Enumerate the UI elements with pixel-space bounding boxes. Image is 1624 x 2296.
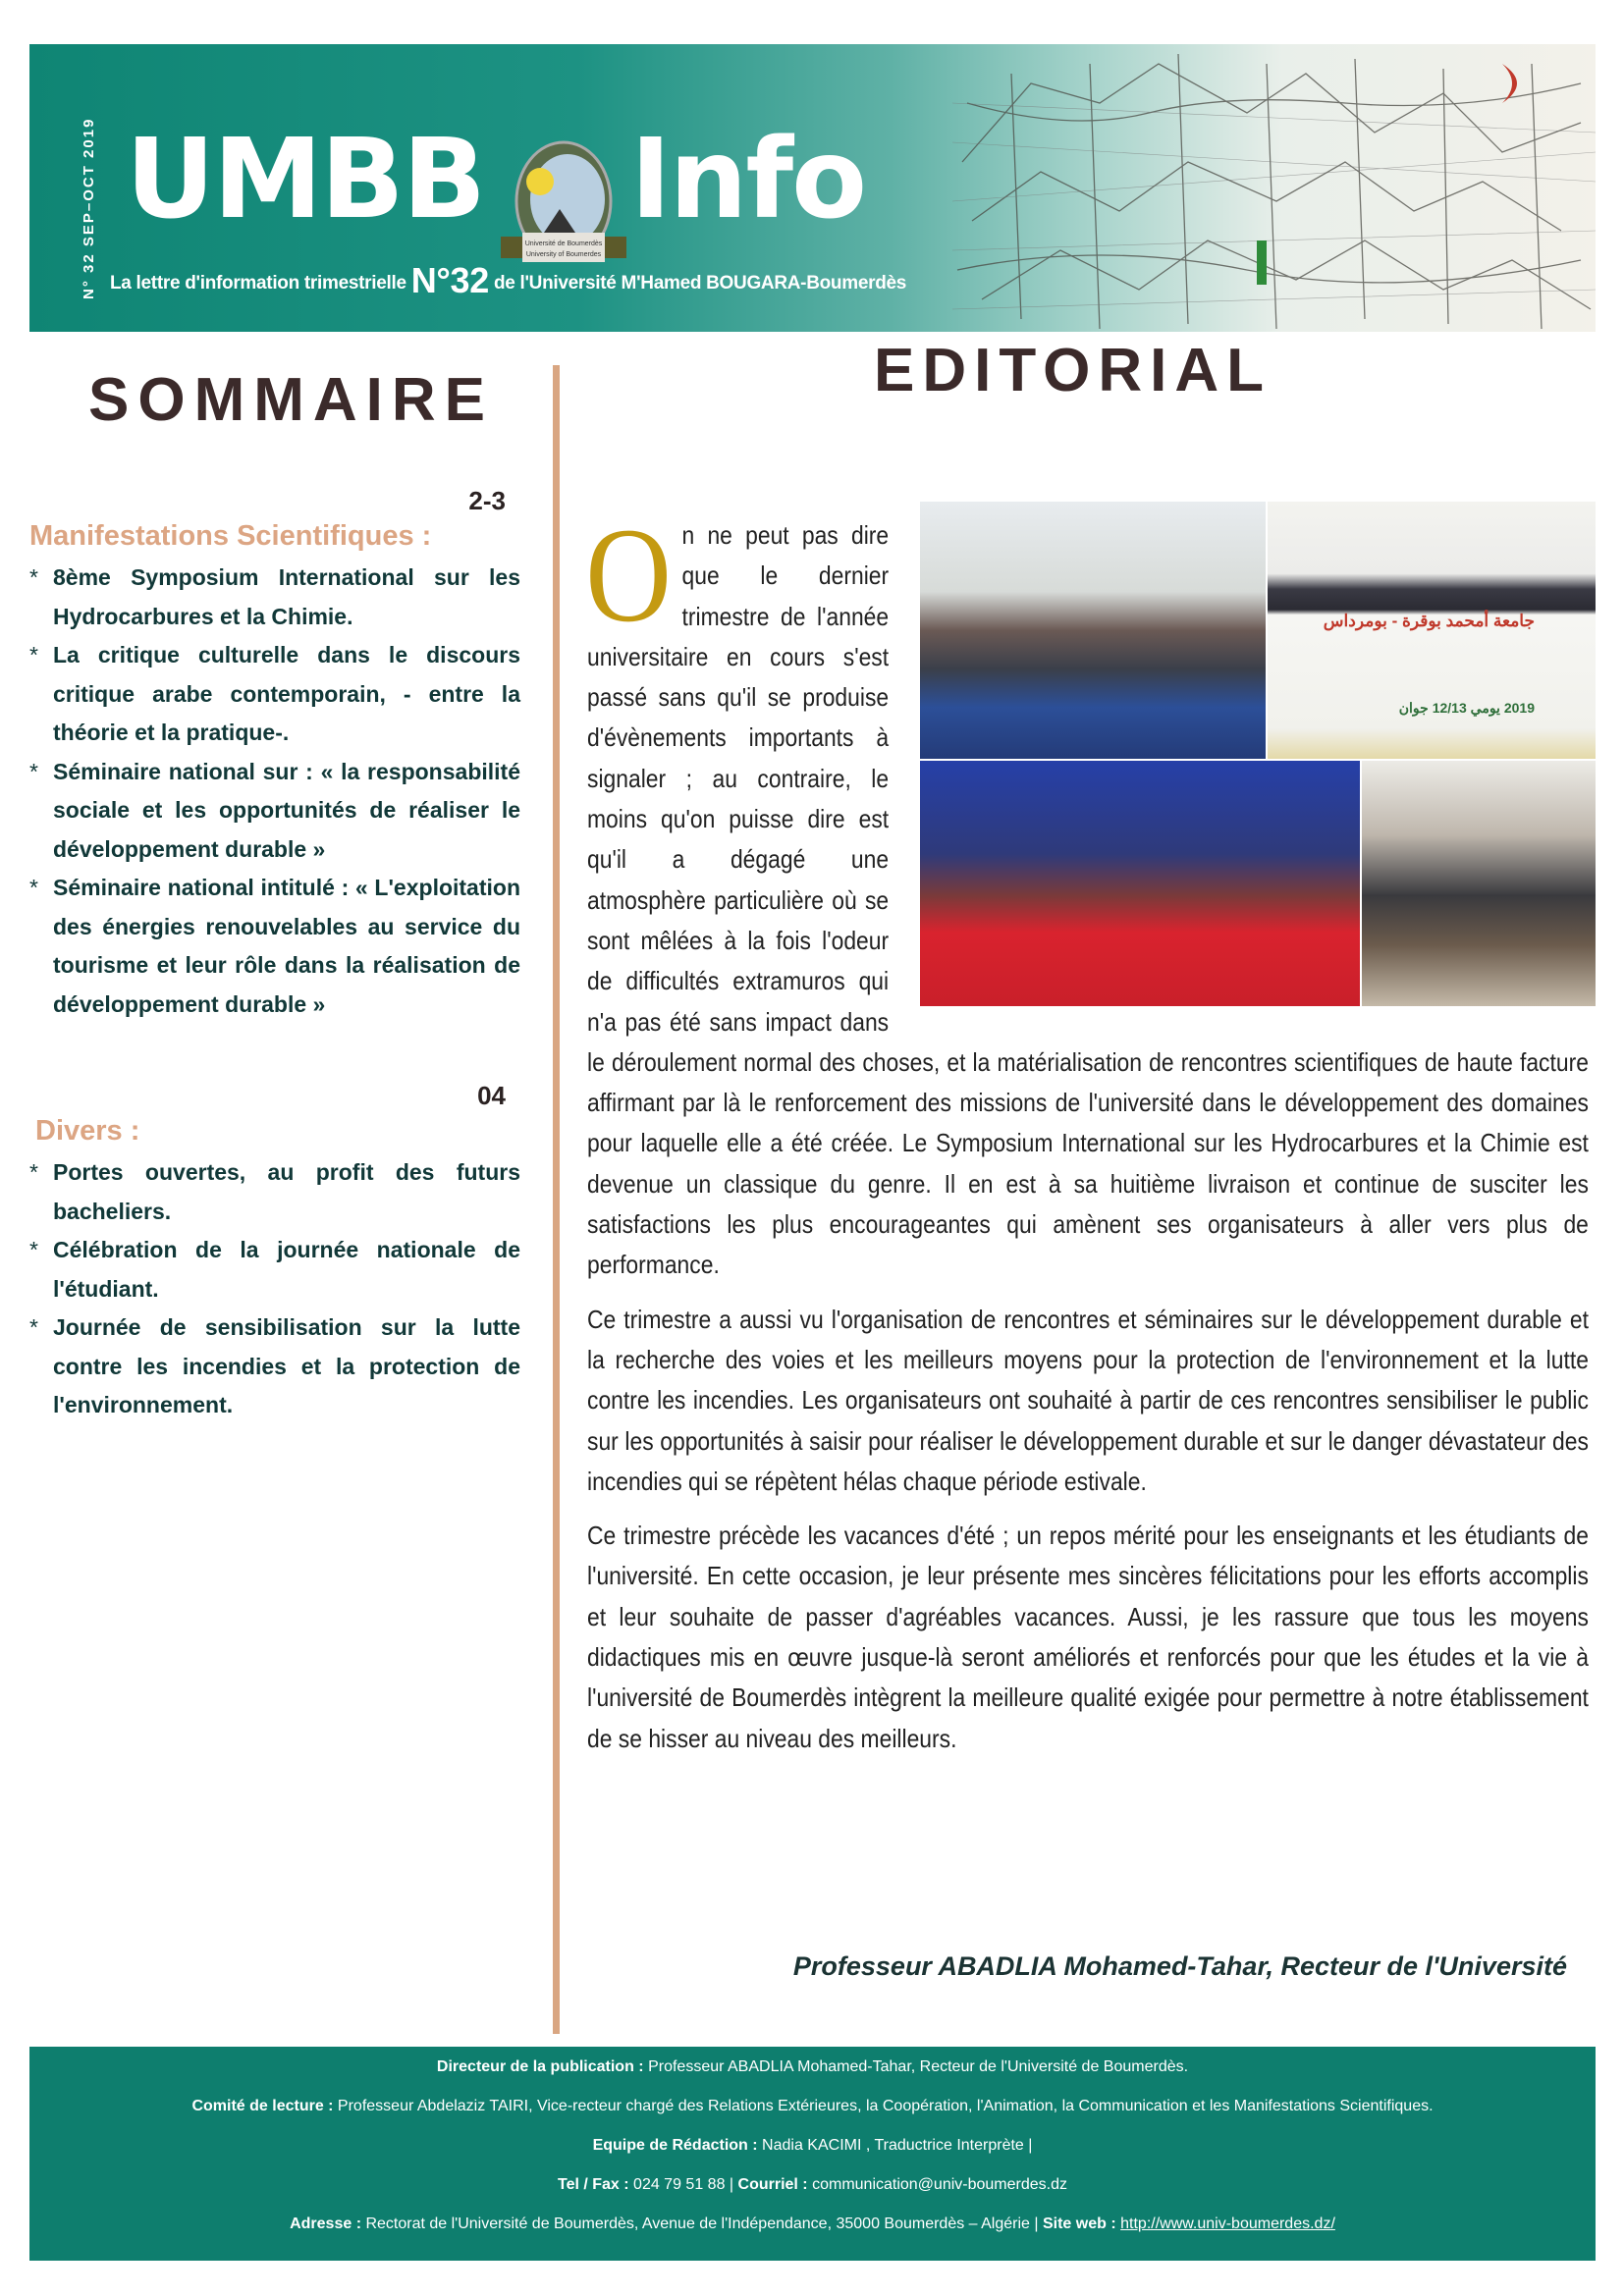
masthead-title-info: Info — [630, 116, 866, 243]
university-logo — [501, 131, 626, 278]
subtitle-text: La lettre d'information trimestrielle — [110, 273, 406, 294]
editorial-paragraph: Ce trimestre précède les vacances d'été ; un repos mérité pour les enseignants et les étudiants de l'université. En cette occasion, je leur présente mes sincères félicitations pour les efforts accomplis et leur souhaite de passer d'agréables vacances. Aussi, je les rassure que tous les moyens didactiques mis en œuvre jusque-là seront améliorés et renforcés pour que les études et la vie à l'université de Boumerdès intègrent la meilleure qualité exigée pour permettre à notre établissement de se hisser au niveau des meilleurs. — [587, 1521, 1589, 1753]
sommaire-list — [29, 486, 520, 1425]
bullet-icon: * — [29, 1159, 38, 1185]
sommaire-title: SOMMAIRE — [88, 366, 494, 434]
web-label: Site web : — [1042, 2216, 1116, 2232]
banner-arabic-title: جامعة أمحمد بوقرة - بومرداس — [1323, 612, 1535, 630]
editorial-paragraph: n ne peut pas dire que le dernier trimestre de l'année universitaire en cours s'est passé sans qu'il se produise d'évènements importants à signaler ; au contraire, le moins qu'on puisse dire est qu'il a dégagé une atmosphère particulière où se sont mêlées à la fois l'odeur de difficultés extramuros qui n'a pas été sans impact dans le déroulement normal des choses, et la matérialisation de rencontres scientifiques de haute facture affirmant par là le renforcement des missions de l'université dans le développement des domaines pour laquelle elle a été créée. Le Symposium International sur les Hydrocarbures et la Chimie est devenue un classique du genre. Il en est à sa huitième livraison et continue de susciter les satisfactions les plus encourageantes qui amènent ses organisateurs à aller vers plus de performance. — [587, 520, 1589, 1280]
svg-text:University of Boumerdes: University of Boumerdes — [525, 251, 602, 258]
bullet-icon: * — [29, 642, 38, 667]
editorial-paragraph: Ce trimestre a aussi vu l'organisation de rencontres et séminaires sur le développement durable et la recherche des voies et les meilleurs moyens pour la protection de l'environnement et la lutte contre les incendies. Les organisateurs ont souhaité à partir de ces rencontres sensibiliser le public sur les opportunités à saisir pour réaliser le développement durable et sur le danger dévastateur des incendies qui se répètent hélas chaque période estivale. — [587, 1304, 1589, 1496]
team-value: Nadia KACIMI , Traductrice Interprète | — [757, 2137, 1033, 2154]
banner-arabic-date: 2019 يومي 12/13 جوان — [1398, 700, 1535, 716]
tel-label: Tel / Fax : — [557, 2176, 629, 2193]
editorial-body — [585, 500, 1589, 1773]
issue-number: N°32 — [410, 260, 489, 300]
drop-cap: O — [585, 500, 672, 650]
flag-icon — [1257, 240, 1267, 285]
section-page-number: 04 — [477, 1081, 506, 1110]
bullet-icon: * — [29, 875, 38, 900]
mail-link[interactable]: communication@univ-boumerdes.dz — [807, 2176, 1067, 2193]
item-text: La critique culturelle dans le discours critique arabe contemporain, - entre la théorie et la pratique-. — [53, 642, 520, 745]
bullet-icon: * — [29, 564, 38, 590]
editorial-signature: Professeur ABADLIA Mohamed-Tahar, Recteur de l'Université — [792, 1951, 1567, 1981]
tel-value: 024 79 51 88 | — [628, 2176, 738, 2193]
bullet-icon: * — [29, 1314, 38, 1340]
sommaire-item — [29, 1308, 520, 1425]
team-label: Equipe de Rédaction : — [592, 2137, 758, 2154]
item-text: Séminaire national intitulé : « L'exploitation des énergies renouvelables au service du tourisme et leur rôle dans la réalisation de développement durable » — [53, 875, 520, 1017]
address-value: Rectorat de l'Université de Boumerdès, Avenue de l'Indépendance, 35000 Boumerdès – Algérie | — [361, 2216, 1043, 2232]
item-text: Portes ouvertes, au profit des futurs bacheliers. — [53, 1159, 520, 1224]
footer-credits — [29, 2047, 1596, 2261]
bullet-icon: * — [29, 1237, 38, 1262]
sommaire-item — [29, 753, 520, 870]
issue-date-vertical: N° 32 SEP–OCT 2019 — [81, 117, 97, 299]
sommaire-item — [29, 559, 520, 636]
address-label: Adresse : — [290, 2216, 362, 2232]
sommaire-item — [29, 1231, 520, 1308]
column-divider — [553, 365, 560, 2034]
masthead-banner — [29, 44, 1596, 332]
mail-label: Courriel : — [737, 2176, 808, 2193]
committee-value: Professeur Abdelaziz TAIRI, Vice-recteur chargé des Relations Extérieures, la Coopération, l'Animation, la Communication et les Manifestations Scientifiques. — [333, 2098, 1434, 2114]
committee-label: Comité de lecture : — [191, 2098, 334, 2114]
director-label: Directeur de la publication : — [436, 2058, 644, 2075]
director-value: Professeur ABADLIA Mohamed-Tahar, Recteur de l'Université de Boumerdès. — [643, 2058, 1189, 2075]
editorial-title: EDITORIAL — [874, 337, 1272, 404]
item-text: Séminaire national sur : « la responsabilité sociale et les opportunités de réaliser le développement durable » — [53, 758, 520, 862]
website-link[interactable]: http://www.univ-boumerdes.dz/ — [1120, 2216, 1335, 2232]
section-heading-manifestations: Manifestations Scientifiques : — [29, 520, 432, 552]
map-illustration — [952, 44, 1596, 332]
sommaire-item — [29, 869, 520, 1024]
item-text: 8ème Symposium International sur les Hydrocarbures et la Chimie. — [53, 564, 520, 629]
section-heading-divers: Divers : — [35, 1115, 140, 1147]
item-text: Journée de sensibilisation sur la lutte contre les incendies et la protection de l'environnement. — [53, 1314, 520, 1417]
masthead-title-umbb: UMBB — [126, 116, 485, 243]
masthead-subtitle — [110, 260, 906, 301]
svg-text:Université de Boumerdès: Université de Boumerdès — [524, 240, 603, 247]
item-text: Célébration de la journée nationale de l'étudiant. — [53, 1237, 520, 1302]
sommaire-item — [29, 636, 520, 753]
section-page-number: 2-3 — [468, 486, 506, 515]
subtitle-university: de l'Université M'Hamed BOUGARA-Boumerdès — [493, 273, 907, 294]
photo-slot — [900, 502, 1588, 1012]
sommaire-item — [29, 1153, 520, 1231]
bullet-icon: * — [29, 758, 38, 784]
